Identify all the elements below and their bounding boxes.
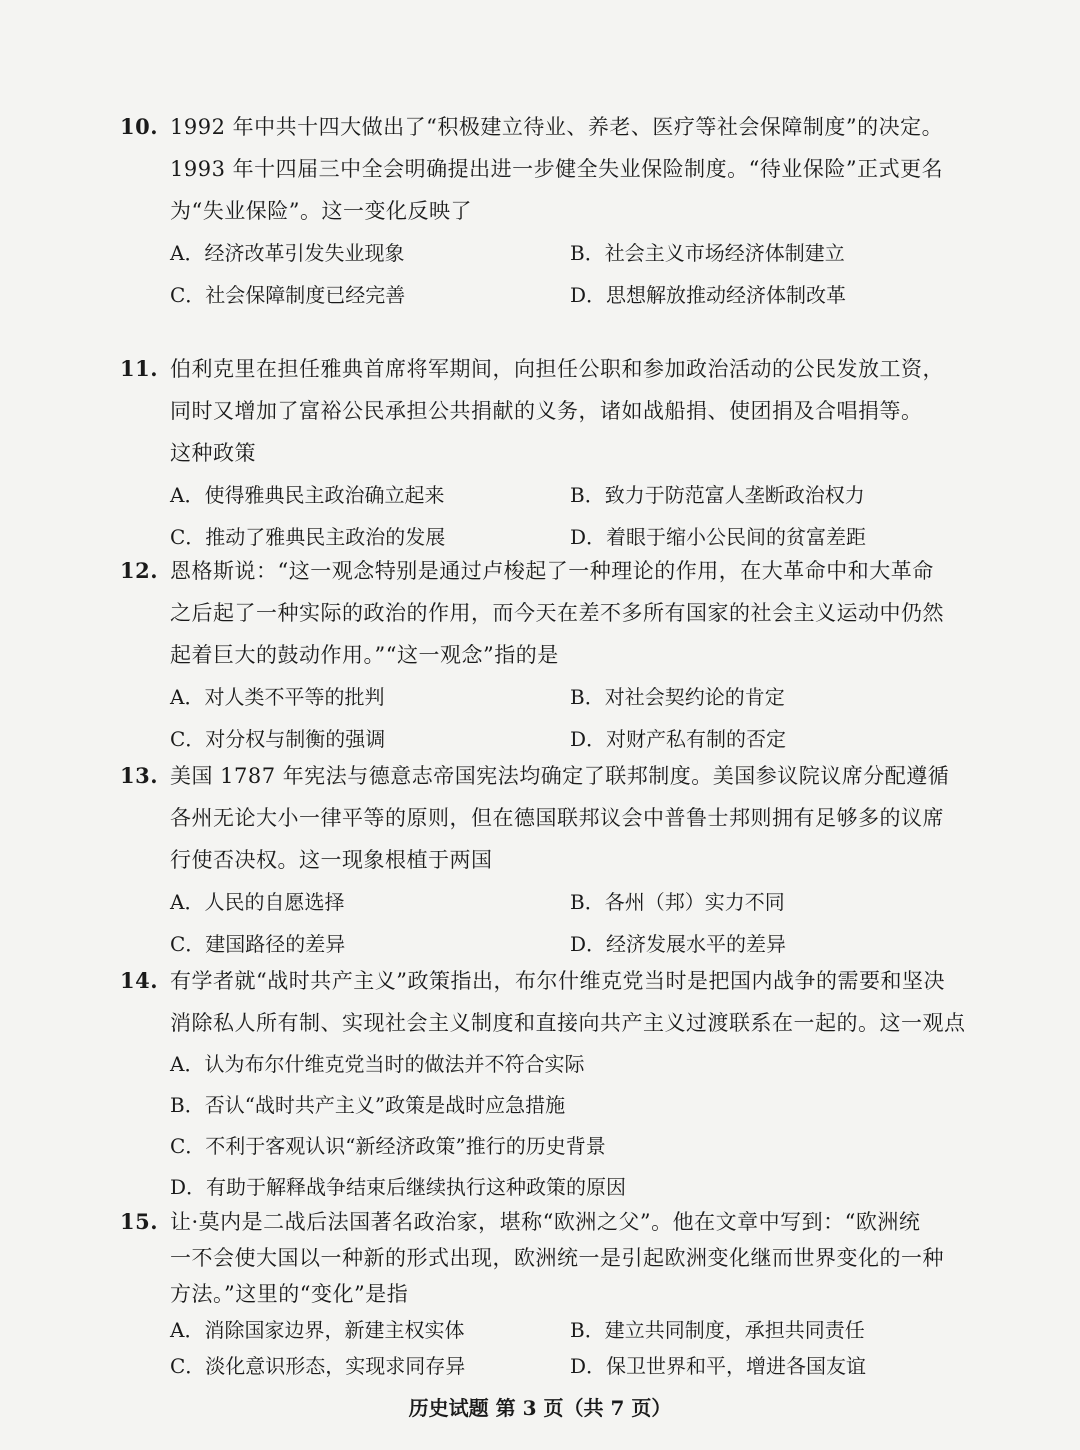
option-row (120, 474, 980, 516)
option-b[interactable]: B．各州（邦）实力不同 (570, 890, 785, 914)
question-number: 14. (120, 968, 159, 993)
question-line: 消除私人所有制、实现社会主义制度和直接向共产主义过渡联系在一起的。这一观点 (170, 1011, 966, 1035)
question-10 (120, 106, 980, 316)
option-row (120, 1312, 980, 1348)
question-number: 13. (120, 763, 159, 788)
option-b[interactable]: B．否认“战时共产主义”政策是战时应急措施 (170, 1093, 566, 1117)
page-footer: 历史试题 第 3 页（共 7 页） (408, 1396, 672, 1420)
option-d[interactable]: D．保卫世界和平，增进各国友谊 (570, 1354, 867, 1378)
question-line: 1993 年十四届三中全会明确提出进一步健全失业保险制度。“待业保险”正式更名 (170, 157, 944, 181)
option-row (120, 274, 980, 316)
option-row (120, 232, 980, 274)
question-line: 行使否决权。这一现象根植于两国 (170, 848, 493, 872)
question-line: 11. 伯利克里在担任雅典首席将军期间，向担任公职和参加政治活动的公民发放工资， (120, 348, 980, 390)
question-line: 各州无论大小一律平等的原则，但在德国联邦议会中普鲁士邦则拥有足够多的议席 (170, 806, 944, 830)
question-15 (120, 1204, 980, 1384)
question-line: 10. 1992 年中共十四大做出了“积极建立待业、养老、医疗等社会保障制度”的决定。 (120, 106, 980, 148)
option-a[interactable]: A．消除国家边界，新建主权实体 (170, 1318, 465, 1342)
option-c[interactable]: C．对分权与制衡的强调 (170, 727, 386, 751)
option-a[interactable]: A．使得雅典民主政治确立起来 (170, 483, 445, 507)
option-row (120, 923, 980, 965)
option-c[interactable]: C．不利于客观认识“新经济政策”推行的历史背景 (170, 1134, 606, 1158)
option-c[interactable]: C．推动了雅典民主政治的发展 (170, 525, 446, 549)
option-c[interactable]: C．社会保障制度已经完善 (170, 283, 406, 307)
question-number: 12. (120, 558, 159, 583)
option-c[interactable]: C．建国路径的差异 (170, 932, 346, 956)
option-b[interactable]: B．社会主义市场经济体制建立 (570, 241, 845, 265)
question-line: 13. 美国 1787 年宪法与德意志帝国宪法均确定了联邦制度。美国参议院议席分配遵循 (120, 755, 980, 797)
question-line: 为“失业保险”。这一变化反映了 (170, 199, 472, 223)
option-row (120, 1348, 980, 1384)
option-d[interactable]: D．思想解放推动经济体制改革 (570, 283, 847, 307)
option-d[interactable]: D．着眼于缩小公民间的贫富差距 (570, 525, 867, 549)
question-line: 同时又增加了富裕公民承担公共捐献的义务，诸如战船捐、使团捐及合唱捐等。 (170, 399, 923, 423)
question-13 (120, 755, 980, 965)
option-b[interactable]: B．致力于防范富人垄断政治权力 (570, 483, 865, 507)
question-number: 10. (120, 114, 159, 139)
option-d[interactable]: D．经济发展水平的差异 (570, 932, 787, 956)
option-b[interactable]: B．建立共同制度，承担共同责任 (570, 1318, 865, 1342)
question-line: 方法。”这里的“变化”是指 (170, 1282, 409, 1306)
question-line: 起着巨大的鼓动作用。”“这一观念”指的是 (170, 643, 559, 667)
option-row (120, 881, 980, 923)
question-line: 14. 有学者就“战时共产主义”政策指出，布尔什维克党当时是把国内战争的需要和坚决 (120, 960, 980, 1002)
option-d[interactable]: D．对财产私有制的否定 (570, 727, 787, 751)
option-c[interactable]: C．淡化意识形态，实现求同存异 (170, 1354, 466, 1378)
option-b[interactable]: B．对社会契约论的肯定 (570, 685, 785, 709)
option-row (120, 676, 980, 718)
option-row (120, 718, 980, 760)
option-d[interactable]: D．有助于解释战争结束后继续执行这种政策的原因 (170, 1175, 627, 1199)
question-line: 12. 恩格斯说：“这一观念特别是通过卢梭起了一种理论的作用，在大革命中和大革命 (120, 550, 980, 592)
option-a[interactable]: A．认为布尔什维克党当时的做法并不符合实际 (170, 1052, 585, 1076)
question-line: 之后起了一种实际的政治的作用，而今天在差不多所有国家的社会主义运动中仍然 (170, 601, 944, 625)
option-a[interactable]: A．对人类不平等的批判 (170, 685, 385, 709)
question-11 (120, 348, 980, 558)
question-12 (120, 550, 980, 760)
question-line: 一不会使大国以一种新的形式出现，欧洲统一是引起欧洲变化继而世界变化的一种 (170, 1246, 944, 1270)
question-line: 这种政策 (170, 441, 256, 465)
option-a[interactable]: A．经济改革引发失业现象 (170, 241, 405, 265)
question-number: 15. (120, 1209, 159, 1234)
question-14 (120, 960, 980, 1208)
question-number: 11. (120, 356, 159, 381)
question-line: 15. 让·莫内是二战后法国著名政治家，堪称“欧洲之父”。他在文章中写到：“欧洲统 (120, 1204, 980, 1240)
option-a[interactable]: A．人民的自愿选择 (170, 890, 345, 914)
